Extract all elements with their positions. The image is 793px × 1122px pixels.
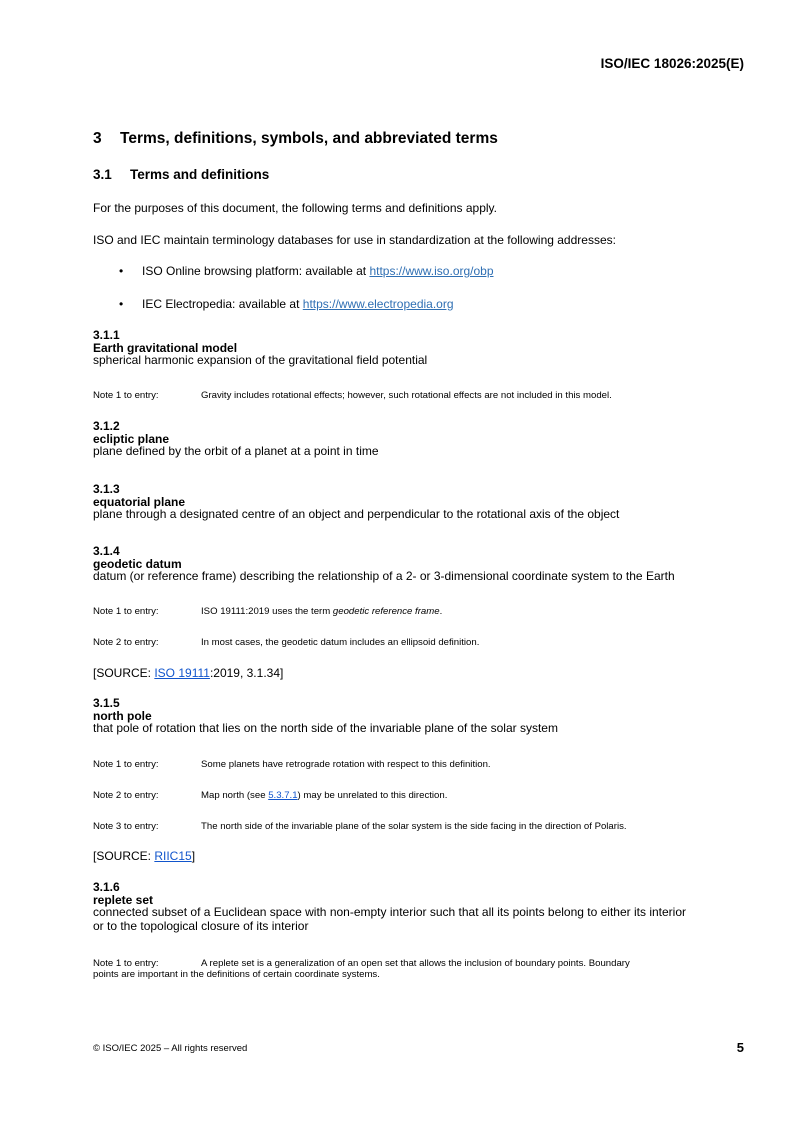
- note-label: Note 1 to entry:: [93, 759, 159, 770]
- note-label: Note 1 to entry:: [93, 390, 159, 401]
- term-name: equatorial plane: [93, 494, 186, 509]
- note-continuation: [93, 969, 745, 980]
- note-label: Note 1 to entry:: [93, 958, 159, 969]
- note-text: In most cases, the geodetic datum includes an ellipsoid definition.: [201, 637, 480, 648]
- intro-paragraph-2: ISO and IEC maintain terminology databases for use in standardization at the following addresses:: [93, 233, 616, 247]
- bullet-icon: •: [119, 297, 124, 311]
- note-label: Note 1 to entry:: [93, 606, 159, 617]
- note-text: A replete set is a generalization of an open set that allows the inclusion of boundary points. Boundary: [201, 958, 630, 969]
- note-entry: [93, 606, 745, 617]
- section-number: 3: [93, 130, 102, 147]
- term-entry-3-1-2: [93, 420, 745, 458]
- section-title: Terms, definitions, symbols, and abbreviated terms: [120, 130, 498, 147]
- intro-paragraph-1: For the purposes of this document, the following terms and definitions apply.: [93, 201, 497, 215]
- term-number: 3.1.5: [93, 696, 120, 710]
- term-entry-3-1-3: [93, 483, 745, 521]
- note-entry: [93, 821, 745, 832]
- note-entry: [93, 759, 745, 770]
- term-definition: plane defined by the orbit of a planet at a point in time: [93, 444, 379, 458]
- subsection-number: 3.1: [93, 167, 112, 182]
- term-definition: plane through a designated centre of an object and perpendicular to the rotational axis of the object: [93, 507, 620, 521]
- source-reference: [SOURCE: RIIC15]: [93, 849, 196, 863]
- note-entry: [93, 637, 745, 648]
- bullet-text: IEC Electropedia: available at: [142, 297, 303, 311]
- term-name: replete set: [93, 892, 154, 907]
- term-definition: that pole of rotation that lies on the north side of the invariable plane of the solar system: [93, 721, 558, 735]
- bullet-item-iso-obp: [119, 264, 494, 278]
- riic15-link[interactable]: RIIC15: [154, 849, 192, 863]
- note-label: Note 2 to entry:: [93, 790, 159, 801]
- term-number: 3.1.6: [93, 880, 120, 894]
- note-text: Map north (see 5.3.7.1) may be unrelated to this direction.: [201, 790, 448, 801]
- note-entry: [93, 390, 745, 401]
- document-header-id: ISO/IEC 18026:2025(E): [600, 56, 744, 71]
- term-number: 3.1.3: [93, 482, 120, 496]
- footer-copyright: © ISO/IEC 2025 – All rights reserved: [93, 1043, 248, 1054]
- note-text: Gravity includes rotational effects; however, such rotational effects are not included in this model.: [201, 390, 612, 401]
- note-label: Note 3 to entry:: [93, 821, 159, 832]
- note-text: The north side of the invariable plane of the solar system is the side facing in the direction of Polaris.: [201, 821, 627, 832]
- subsection-title: Terms and definitions: [130, 167, 270, 182]
- term-definition-line-2: or to the topological closure of its interior: [93, 918, 309, 933]
- note-label: Note 2 to entry:: [93, 637, 159, 648]
- term-entry-3-1-5: [93, 697, 745, 735]
- term-definition: datum (or reference frame) describing the relationship of a 2- or 3-dimensional coordinate system to the Earth: [93, 569, 675, 583]
- source-reference: [SOURCE: ISO 19111:2019, 3.1.34]: [93, 666, 284, 680]
- term-number: 3.1.4: [93, 544, 120, 558]
- term-definition: spherical harmonic expansion of the gravitational field potential: [93, 353, 428, 367]
- term-name: geodetic datum: [93, 556, 182, 571]
- iso-19111-link[interactable]: ISO 19111: [154, 666, 210, 680]
- clause-5-3-7-1-link[interactable]: 5.3.7.1: [268, 790, 298, 801]
- term-number: 3.1.2: [93, 419, 120, 433]
- subsection-heading: [93, 167, 269, 182]
- section-heading: [93, 130, 498, 148]
- term-number: 3.1.1: [93, 328, 120, 342]
- term-definition-line-1: connected subset of a Euclidean space with non-empty interior such that all its points belong to either its interior: [93, 905, 686, 919]
- term-name: ecliptic plane: [93, 431, 170, 446]
- iso-obp-link[interactable]: https://www.iso.org/obp: [369, 264, 494, 278]
- term-entry-3-1-1: [93, 329, 745, 367]
- note-text: Some planets have retrograde rotation with respect to this definition.: [201, 759, 491, 770]
- term-entry-3-1-4: [93, 545, 745, 583]
- term-entry-3-1-6: [93, 881, 745, 932]
- note-entry: [93, 958, 745, 969]
- bullet-item-electropedia: [119, 297, 454, 311]
- electropedia-link[interactable]: https://www.electropedia.org: [302, 297, 454, 311]
- term-name: north pole: [93, 708, 152, 723]
- page-number: 5: [736, 1040, 744, 1055]
- note-text: ISO 19111:2019 uses the term geodetic reference frame.: [201, 606, 443, 617]
- note-text-continued: points are important in the definitions of certain coordinate systems.: [93, 969, 380, 980]
- bullet-icon: •: [119, 264, 124, 278]
- term-name: Earth gravitational model: [93, 340, 238, 355]
- bullet-text: ISO Online browsing platform: available at: [142, 264, 370, 278]
- note-entry: [93, 790, 745, 801]
